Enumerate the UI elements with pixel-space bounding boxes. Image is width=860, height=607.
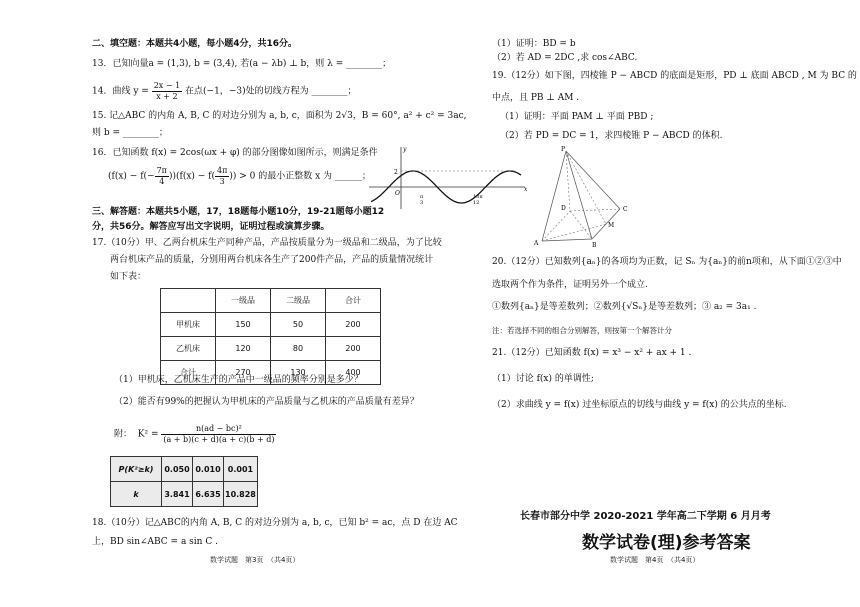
formula-fraction: $\frac{\text{n(ad − bc)²}}{(a + b)(c + d)(a + c)(b + d)}$ xyxy=(163,424,275,444)
school-title: 长春市部分中学 2020-2021 学年高二下学期 6 月月考 xyxy=(520,511,771,522)
question-18-line1: 18.（10分）记△ABC的内角 A, B, C 的对边分别为 a, b, c，已知 b² = ac，点 D 在边 AC xyxy=(92,518,458,528)
question-15-line2: 则 b = ________； xyxy=(92,128,168,138)
question-20-line1: 20.（12分）已知数列{aₙ}的各项均为正数，记 Sₙ 为{aₙ}的前n项和，从下面①②③中 xyxy=(492,257,842,267)
question-19-part2: （2）若 PD = DC = 1，求四棱锥 P − ABCD 的体积. xyxy=(500,131,723,141)
question-13: 13．已知向量a = (1,3), b = (3,4), 若(a − λb) ⊥ b，则 λ = ________； xyxy=(92,59,392,69)
graph-x-label: x xyxy=(524,186,528,193)
label-P: P xyxy=(561,146,566,153)
formula-block: 附： K² = $\frac{\text{n(ad − bc)²}}{(a + b)(c + d)(a + c)(b + d)}$ xyxy=(114,424,275,444)
table-row: P(K²≥k) 0.050 0.010 0.001 xyxy=(111,457,258,482)
question-21-part1: （1）讨论 f(x) 的单调性; xyxy=(492,374,594,384)
label-C: C xyxy=(623,206,628,213)
cosine-graph xyxy=(365,143,530,211)
section3-heading-2: 分，共56分。解答应写出文字说明，证明过程或演算步骤。 xyxy=(92,222,330,232)
question-20-line2: 选取两个作为条件，证明另外一个成立. xyxy=(492,280,648,290)
question-17-part1: （1）甲机床，乙机床生产的产品中一级品的频率分别是多少？ xyxy=(114,375,363,385)
graph-tick1-num: π xyxy=(420,194,424,200)
question-20-note: 注：若选择不同的组合分别解答，则按第一个解答计分 xyxy=(492,326,672,335)
question-21: 21.（12分）已知函数 f(x) = x³ − x² + ax + 1 . xyxy=(492,348,692,358)
question-19-part1: （1）证明：平面 PAM ⊥ 平面 PBD ; xyxy=(500,112,654,122)
question-20-conditions: ①数列{aₙ}是等差数列；②数列{√Sₙ}是等差数列；③ a₂ = 3a₁ . xyxy=(492,302,757,312)
question-18-part2: （2）若 AD = 2DC ,求 cos∠ABC. xyxy=(492,53,638,63)
graph-tick2-num: 13π xyxy=(473,194,483,200)
table-row: 乙机床 120 80 200 xyxy=(161,337,381,361)
label-A: A xyxy=(534,240,539,247)
question-18-part1: （1）证明：BD = b xyxy=(492,39,576,49)
question-17-part2: （2）能否有99%的把握认为甲机床的产品质量与乙机床的产品质量有差异？ xyxy=(114,397,419,407)
page-footer-right: 数学试题 第4页 （共4页） xyxy=(610,556,700,564)
graph-tick2-den: 12 xyxy=(473,200,480,206)
section2-heading: 二、填空题：本题共4小题，每小题4分，共16分。 xyxy=(92,39,298,49)
question-17-line3: 如下表： xyxy=(110,272,147,282)
q14-fraction: $\frac{2x - 1}{x + 2}$ xyxy=(153,81,181,101)
table-row: k 3.841 6.635 10.828 xyxy=(111,482,258,507)
question-14: 14．曲线 y = $\frac{2x - 1}{x + 2}$ 在点(−1，−3)处的切线方程为 ________； xyxy=(92,81,357,101)
question-16-line2: (f(x) − f(− $\frac{7\pi}{4}$ ))(f(x) − f( $\frac{4\pi}{3}$ )) > 0 的最小正整数 x 为 ______； xyxy=(108,166,371,186)
question-17-line1: 17.（10分）甲、乙两台机床生产同种产品，产品按质量分为一级品和二级品，为了比较 xyxy=(92,238,442,248)
question-19-line1: 19.（12分）如下图，四棱锥 P − ABCD 的底面是矩形，PD ⊥ 底面 ABCD , M 为 BC 的 xyxy=(492,71,857,81)
exam-title: 数学试卷(理)参考答案 xyxy=(582,533,751,553)
table-row: 合计 270 130 400 xyxy=(161,361,381,385)
question-18-line2: 上，BD sin∠ABC = a sin C . xyxy=(92,537,218,547)
label-B: B xyxy=(592,242,597,248)
table-row: 甲机床 150 50 200 xyxy=(161,313,381,337)
critical-value-table xyxy=(110,456,258,507)
section3-heading-1: 三、解答题：本题共5小题，17，18题每小题10分，19-21题每小题12 xyxy=(92,207,385,217)
label-M: M xyxy=(608,222,615,229)
graph-tick1-den: 3 xyxy=(420,200,424,206)
page-footer-left: 数学试题 第3页 （共4页） xyxy=(210,556,300,564)
graph-origin: O xyxy=(395,190,400,197)
question-15-line1: 15. 记△ABC 的内角 A, B, C 的对边分别为 a, b, c，面积为 2√3，B = 60°, a² + c² = 3ac, xyxy=(92,111,467,121)
question-19-line2: 中点，且 PB ⊥ AM . xyxy=(492,93,580,103)
table-header-row: 一级品 二级品 合计 xyxy=(161,289,381,313)
question-17-line2: 两台机床产品的质量，分别用两台机床各生产了200件产品，产品的质量情况统计 xyxy=(110,255,434,265)
machine-quality-table xyxy=(160,288,381,385)
pyramid-figure xyxy=(530,143,650,248)
question-16-line1: 16．已知函数 f(x) = 2cos(ωx + φ) 的部分图像如图所示，则满足条件 xyxy=(92,148,378,158)
graph-y-label: y xyxy=(403,146,407,153)
graph-y-tick: 2 xyxy=(394,169,398,176)
label-D: D xyxy=(561,205,566,212)
question-21-part2: （2）求曲线 y = f(x) 过坐标原点的切线与曲线 y = f(x) 的公共点的坐标. xyxy=(492,400,787,410)
